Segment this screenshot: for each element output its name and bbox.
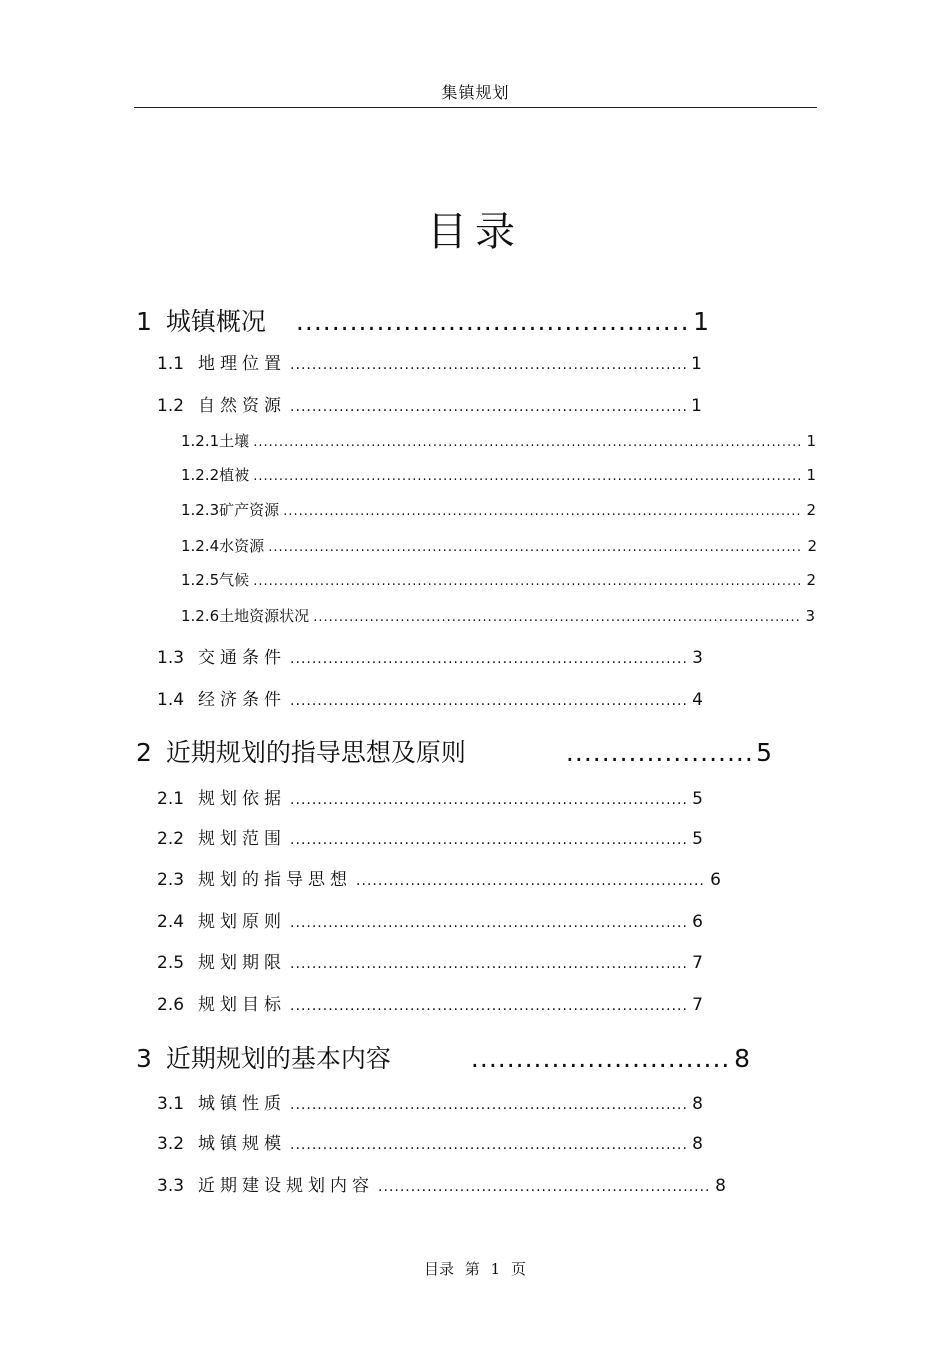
toc-label: 近期规划的基本内容	[165, 1044, 391, 1073]
toc-number: 1.2.2	[181, 466, 220, 484]
toc-entry-2[interactable]	[136, 733, 772, 769]
toc-number: 1.4	[157, 690, 185, 710]
toc-leader	[268, 540, 803, 555]
toc-number: 2.6	[157, 995, 185, 1015]
toc-page: 6	[692, 912, 703, 932]
toc-entry-1-1[interactable]	[157, 349, 702, 374]
footer-label: 目录	[424, 1260, 455, 1278]
toc-leader	[253, 574, 802, 589]
toc-leader	[296, 307, 689, 336]
toc-entry-1-2-3[interactable]	[181, 499, 816, 520]
toc-leader	[283, 504, 802, 519]
toc-page: 8	[734, 1044, 750, 1073]
toc-entry-1[interactable]	[136, 302, 709, 338]
toc-leader	[290, 399, 687, 415]
toc-leader	[290, 956, 688, 972]
toc-page: 1	[691, 354, 702, 374]
toc-page: 2	[806, 571, 816, 589]
footer-prefix: 第	[464, 1260, 480, 1278]
toc-entry-1-4[interactable]	[157, 685, 703, 710]
toc-label: 近期规划的指导思想及原则	[165, 738, 466, 767]
running-header: 集镇规划	[441, 83, 510, 102]
toc-entry-2-4[interactable]	[157, 907, 703, 932]
toc-leader	[471, 1044, 730, 1073]
toc-leader	[566, 738, 752, 767]
toc-number: 1.2.6	[181, 607, 220, 625]
toc-entry-1-2-4[interactable]	[181, 535, 817, 556]
toc-label: 规划依据	[198, 789, 287, 809]
toc-entry-1-2-5[interactable]	[181, 569, 816, 590]
toc-entry-2-3[interactable]	[157, 865, 721, 890]
footer-suffix: 页	[510, 1260, 526, 1278]
toc-label: 植被	[219, 466, 250, 484]
toc-label: 交通条件	[198, 648, 287, 668]
toc-number: 1.1	[157, 354, 185, 374]
toc-page: 5	[692, 829, 703, 849]
toc-leader	[313, 610, 801, 625]
toc-page: 3	[805, 607, 815, 625]
toc-label: 城镇概况	[165, 307, 266, 336]
toc-label: 规划的指导思想	[198, 870, 353, 890]
toc-entry-3[interactable]	[136, 1039, 750, 1075]
toc-number: 1.2.4	[181, 537, 220, 555]
toc-label: 规划原则	[198, 912, 287, 932]
toc-label: 土壤	[219, 432, 250, 450]
toc-entry-3-1[interactable]	[157, 1089, 703, 1114]
toc-page: 3	[692, 648, 703, 668]
toc-number: 2.3	[157, 870, 185, 890]
toc-entry-1-3[interactable]	[157, 643, 703, 668]
toc-number: 2	[136, 738, 152, 767]
toc-page: 1	[693, 307, 709, 336]
toc-number: 1	[136, 307, 152, 336]
toc-entry-3-3[interactable]	[157, 1171, 726, 1196]
toc-leader	[290, 693, 688, 709]
toc-page: 7	[692, 953, 703, 973]
toc-page: 5	[692, 789, 703, 809]
toc-entry-1-2-1[interactable]	[181, 430, 816, 451]
toc-label: 自然资源	[198, 396, 287, 416]
toc-number: 1.2.1	[181, 432, 220, 450]
toc-number: 1.2.5	[181, 571, 220, 589]
toc-leader	[290, 1137, 688, 1153]
toc-page: 8	[692, 1134, 703, 1154]
toc-page: 7	[692, 995, 703, 1015]
toc-leader	[290, 792, 688, 808]
toc-number: 3.3	[157, 1176, 185, 1196]
toc-leader	[356, 873, 706, 889]
toc-number: 3.2	[157, 1134, 185, 1154]
toc-number: 1.2	[157, 396, 185, 416]
toc-number: 3	[136, 1044, 152, 1073]
toc-leader	[290, 651, 688, 667]
toc-page: 1	[691, 396, 702, 416]
toc-label: 城镇规模	[198, 1134, 287, 1154]
toc-entry-2-1[interactable]	[157, 784, 703, 809]
toc-leader	[290, 1097, 688, 1113]
toc-number: 2.2	[157, 829, 185, 849]
toc-label: 气候	[219, 571, 250, 589]
toc-leader	[253, 435, 802, 450]
toc-number: 2.4	[157, 912, 185, 932]
header-rule	[134, 107, 817, 108]
toc-page: 8	[692, 1094, 703, 1114]
toc-page: 8	[715, 1176, 726, 1196]
toc-page: 4	[692, 690, 703, 710]
toc-leader	[253, 469, 802, 484]
toc-page: 2	[806, 501, 816, 519]
toc-leader	[290, 357, 687, 373]
toc-page: 2	[807, 537, 817, 555]
toc-leader	[290, 998, 688, 1014]
toc-label: 规划范围	[198, 829, 287, 849]
toc-entry-2-2[interactable]	[157, 824, 703, 849]
toc-page: 5	[756, 738, 772, 767]
toc-number: 1.2.3	[181, 501, 220, 519]
toc-label: 土地资源状况	[219, 607, 310, 625]
toc-entry-1-2[interactable]	[157, 391, 702, 416]
page-footer	[0, 1258, 950, 1279]
toc-label: 近期建设规划内容	[198, 1176, 375, 1196]
toc-entry-2-6[interactable]	[157, 990, 703, 1015]
toc-leader	[378, 1179, 711, 1195]
toc-entry-2-5[interactable]	[157, 948, 703, 973]
toc-label: 经济条件	[198, 690, 287, 710]
toc-number: 2.5	[157, 953, 185, 973]
toc-label: 矿产资源	[219, 501, 280, 519]
toc-page: 1	[806, 432, 816, 450]
toc-entry-1-2-2[interactable]	[181, 464, 816, 485]
toc-number: 1.3	[157, 648, 185, 668]
page-title: 目录	[427, 209, 523, 255]
toc-label: 城镇性质	[198, 1094, 287, 1114]
footer-page-number: 1	[490, 1260, 501, 1278]
toc-page: 6	[710, 870, 721, 890]
toc-leader	[290, 832, 688, 848]
toc-label: 水资源	[219, 537, 265, 555]
toc-page: 1	[806, 466, 816, 484]
toc-leader	[290, 915, 688, 931]
toc-number: 2.1	[157, 789, 185, 809]
toc-label: 规划期限	[198, 953, 287, 973]
toc-label: 地理位置	[198, 354, 287, 374]
toc-entry-3-2[interactable]	[157, 1129, 703, 1154]
toc-number: 3.1	[157, 1094, 185, 1114]
toc-label: 规划目标	[198, 995, 287, 1015]
toc-entry-1-2-6[interactable]	[181, 605, 815, 626]
